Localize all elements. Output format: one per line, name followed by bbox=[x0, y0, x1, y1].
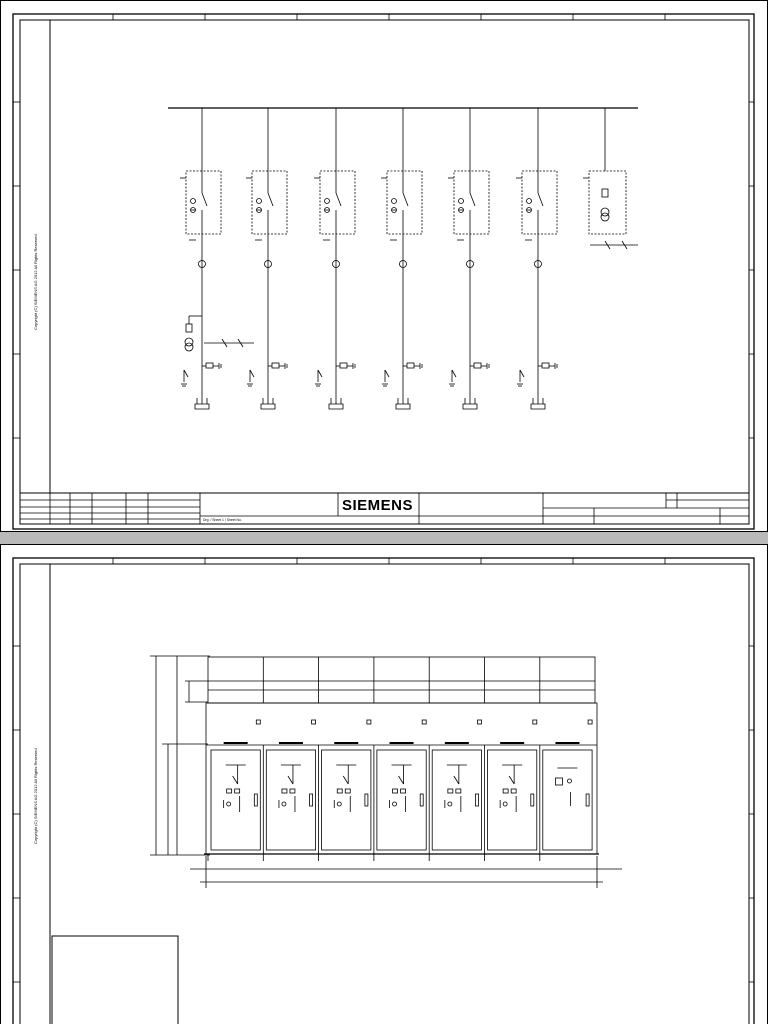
copyright-note-2: Copyright (C) SIEMENS AG 2012 All Rights Reserved bbox=[33, 748, 38, 844]
drawing-sheet-2 bbox=[0, 544, 768, 1024]
metering-ct bbox=[185, 316, 254, 351]
cubicle bbox=[374, 657, 426, 861]
cubicle bbox=[319, 657, 371, 861]
feeder-panel bbox=[516, 108, 557, 409]
siemens-logo: SIEMENS bbox=[342, 497, 414, 514]
feeder-panel bbox=[246, 108, 287, 409]
copyright-note: Copyright (C) SIEMENS AG 2012 All Rights Reserved bbox=[33, 234, 38, 330]
feeder-panel bbox=[314, 108, 355, 409]
cubicle bbox=[429, 657, 481, 861]
feeder-panel bbox=[448, 108, 489, 409]
cubicle bbox=[485, 657, 537, 861]
metering-panel bbox=[583, 108, 638, 249]
sheet-note: Drg. / Sheet 1 / Sheet No. bbox=[203, 518, 242, 522]
cubicle bbox=[540, 657, 592, 861]
feeder-panel bbox=[180, 108, 221, 409]
cubicle bbox=[208, 720, 260, 861]
page-separator bbox=[0, 532, 768, 544]
switchgear-front bbox=[150, 656, 622, 888]
cubicles bbox=[208, 657, 592, 861]
feeder-panel bbox=[381, 108, 422, 409]
feeder-panels bbox=[180, 108, 557, 409]
cubicle bbox=[263, 657, 315, 861]
front-view-drawing bbox=[0, 544, 768, 1024]
